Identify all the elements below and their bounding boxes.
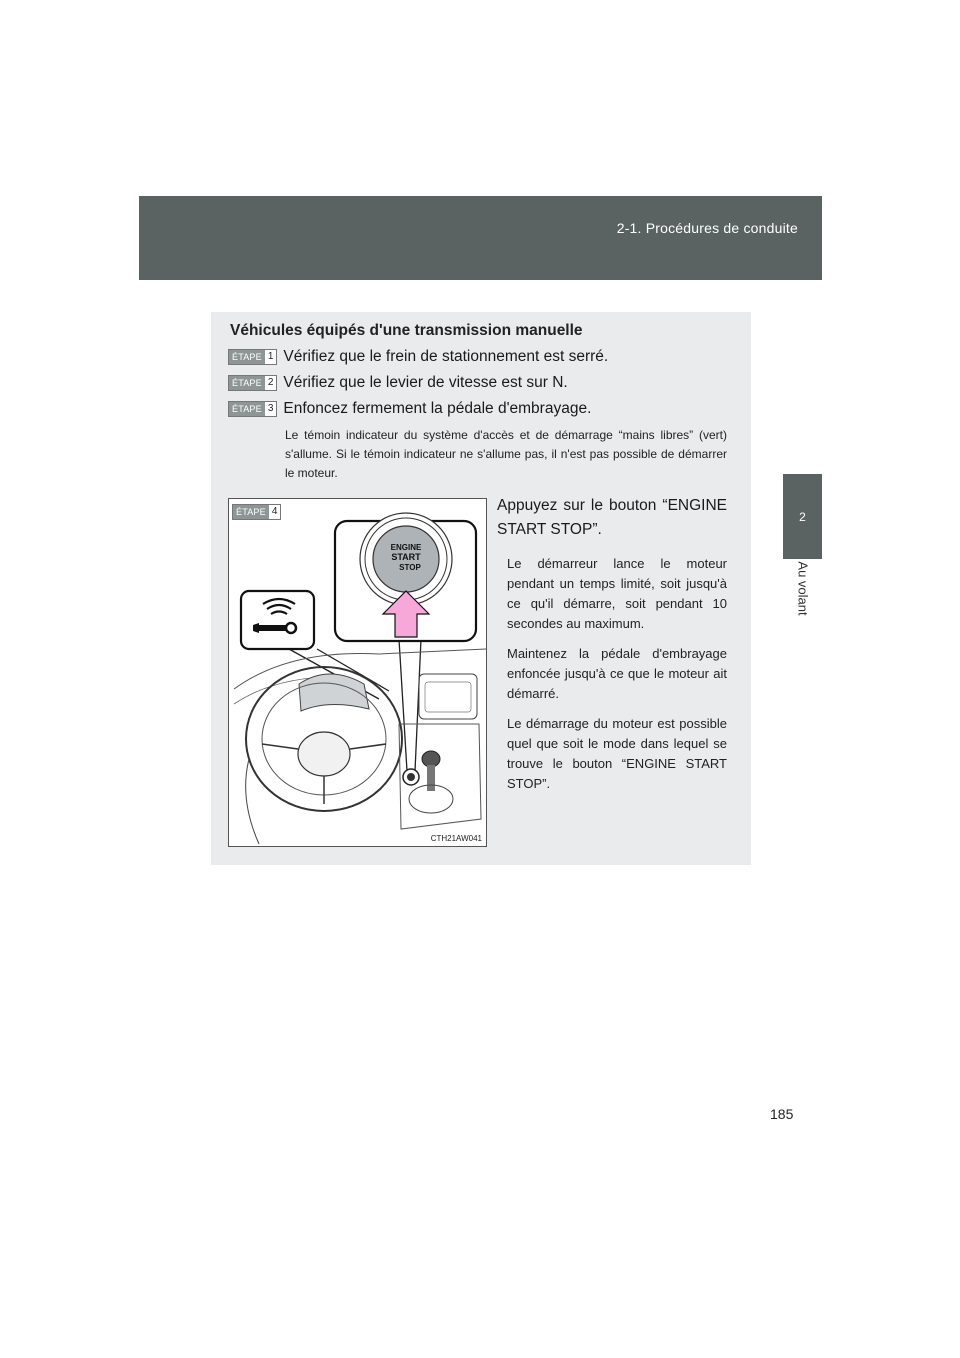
start-button-label: START (391, 552, 421, 562)
start-button-label: STOP (399, 563, 421, 572)
steering-hub-drawing (298, 732, 350, 776)
chapter-number: 2 (799, 509, 806, 524)
step-2 (228, 374, 568, 392)
vent-drawing (425, 682, 471, 712)
step-text: Vérifiez que le frein de stationnement est serré. (283, 348, 609, 365)
pointer-line (415, 639, 421, 771)
illustration (228, 498, 487, 847)
step-4-paragraph: Le démarrage du moteur est possible quel que soit le mode dans lequel se trouve le bouton “ENGINE START STOP”. (507, 716, 727, 791)
section-breadcrumb: 2-1. Procédures de conduite (616, 220, 798, 236)
chapter-tab (783, 474, 822, 559)
arm-drawing (246, 759, 259, 844)
step-4-instruction: Appuyez sur le bouton “ENGINE START STOP”. (497, 497, 727, 538)
chapter-label-text: Au volant (795, 560, 811, 616)
content-box (211, 312, 751, 865)
chapter-label (786, 548, 820, 628)
step-text: Enfoncez fermement la pédale d'embrayage. (283, 400, 592, 417)
step-4-paragraph: Maintenez la pédale d'embrayage enfoncée jusqu'à ce que le moteur ait démarré. (507, 646, 727, 701)
figure-code: CTH21AW041 (430, 834, 482, 843)
step-3-note: Le témoin indicateur du système d'accès et de démarrage “mains libres” (vert) s'allume. Si le témoin indicateur ne s'allume pas, il n'est pas possible de démarrer le moteur. (285, 428, 727, 480)
step-badge: ÉTAPE 2 (228, 375, 277, 391)
step-badge: ÉTAPE 4 (232, 504, 281, 520)
header-band (139, 196, 822, 280)
dashboard-drawing (229, 499, 486, 846)
step-3 (228, 400, 591, 418)
start-button-label: ENGINE (390, 543, 422, 552)
small-start-button-drawing (407, 773, 415, 781)
step-1 (228, 348, 608, 366)
section-title: Véhicules équipés d'une transmission manuelle (230, 322, 583, 339)
step-4-paragraph: Le démarreur lance le moteur pendant un temps limité, soit jusqu'à ce qu'il démarre, soit pendant 10 secondes au maximum. (507, 556, 727, 631)
step-badge: ÉTAPE 3 (228, 401, 277, 417)
gear-lever-drawing (427, 765, 435, 791)
step-badge: ÉTAPE 1 (228, 349, 277, 365)
page-number: 185 (770, 1106, 794, 1122)
gear-knob-drawing (422, 751, 440, 767)
step-text: Vérifiez que le levier de vitesse est sur N. (283, 374, 568, 391)
step-4-text-column (497, 494, 727, 794)
